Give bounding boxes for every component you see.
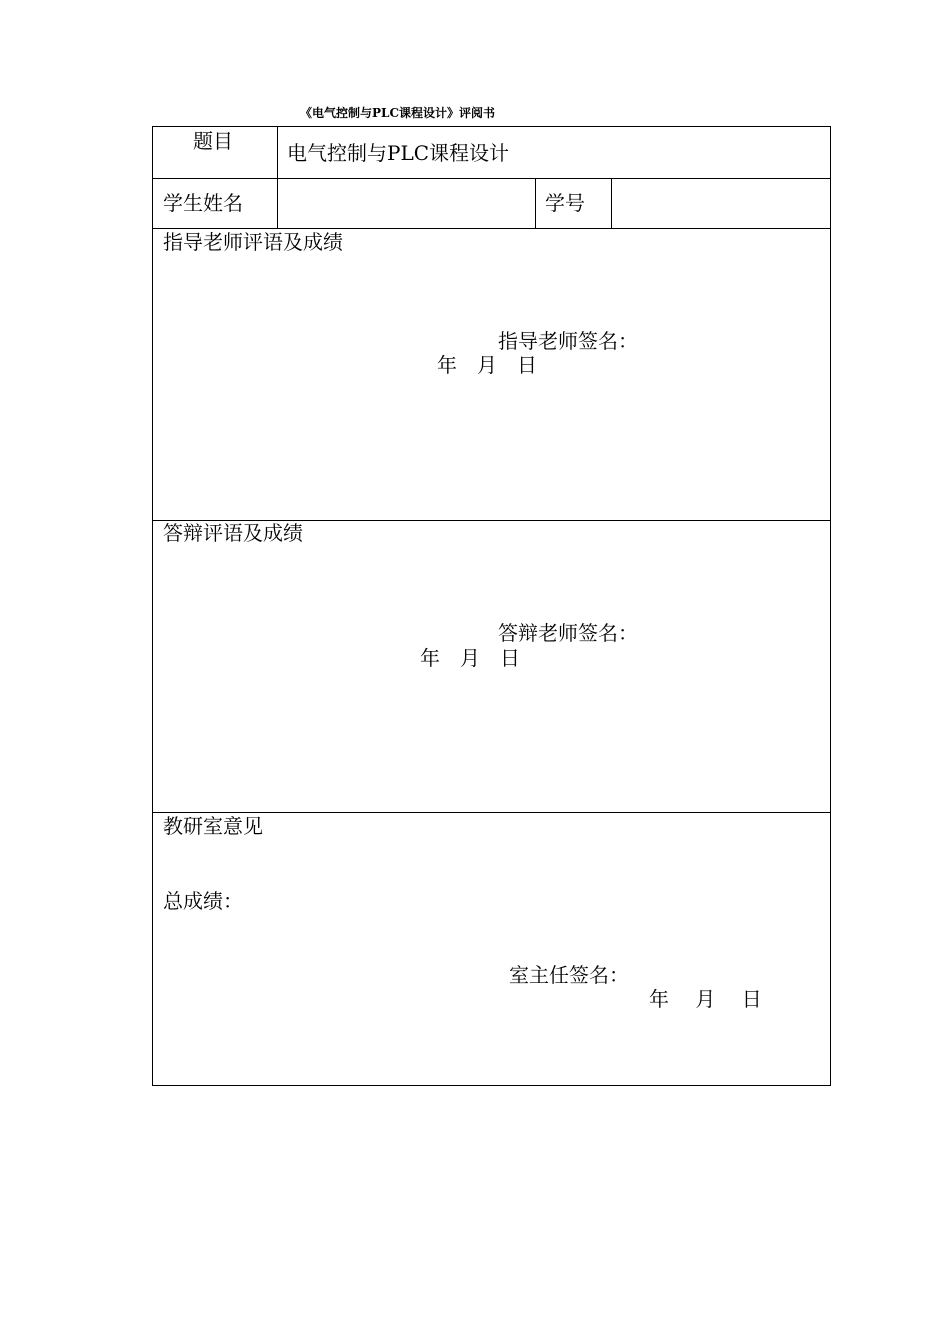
department-date-label: 年 月 日 xyxy=(649,987,762,1011)
col-divider-label xyxy=(277,127,278,228)
advisor-signature-label: 指导老师签名： xyxy=(498,329,638,353)
defense-date-label: 年 月 日 xyxy=(420,646,520,670)
defense-section-heading: 答辩评语及成绩 xyxy=(163,521,303,545)
row-divider-4 xyxy=(153,812,830,813)
row-divider-1 xyxy=(153,178,830,179)
student-name-label: 学生姓名 xyxy=(163,191,243,215)
department-section-heading: 教研室意见 xyxy=(163,814,263,838)
student-id-label: 学号 xyxy=(545,191,585,215)
topic-value: 电气控制与PLC课程设计 xyxy=(287,141,510,165)
review-form-table xyxy=(152,126,831,1086)
total-score-label: 总成绩： xyxy=(163,889,243,913)
topic-label: 题目 xyxy=(193,129,233,153)
row-divider-2 xyxy=(153,228,830,229)
defense-signature-label: 答辩老师签名： xyxy=(498,621,638,645)
director-signature-label: 室主任签名： xyxy=(509,963,629,987)
advisor-date-label: 年 月 日 xyxy=(437,353,537,377)
advisor-section-heading: 指导老师评语及成绩 xyxy=(163,230,343,254)
col-divider-id-value xyxy=(611,178,612,228)
document-title: 《电气控制与PLC课程设计》评阅书 xyxy=(300,106,496,120)
col-divider-id-label xyxy=(535,178,536,228)
